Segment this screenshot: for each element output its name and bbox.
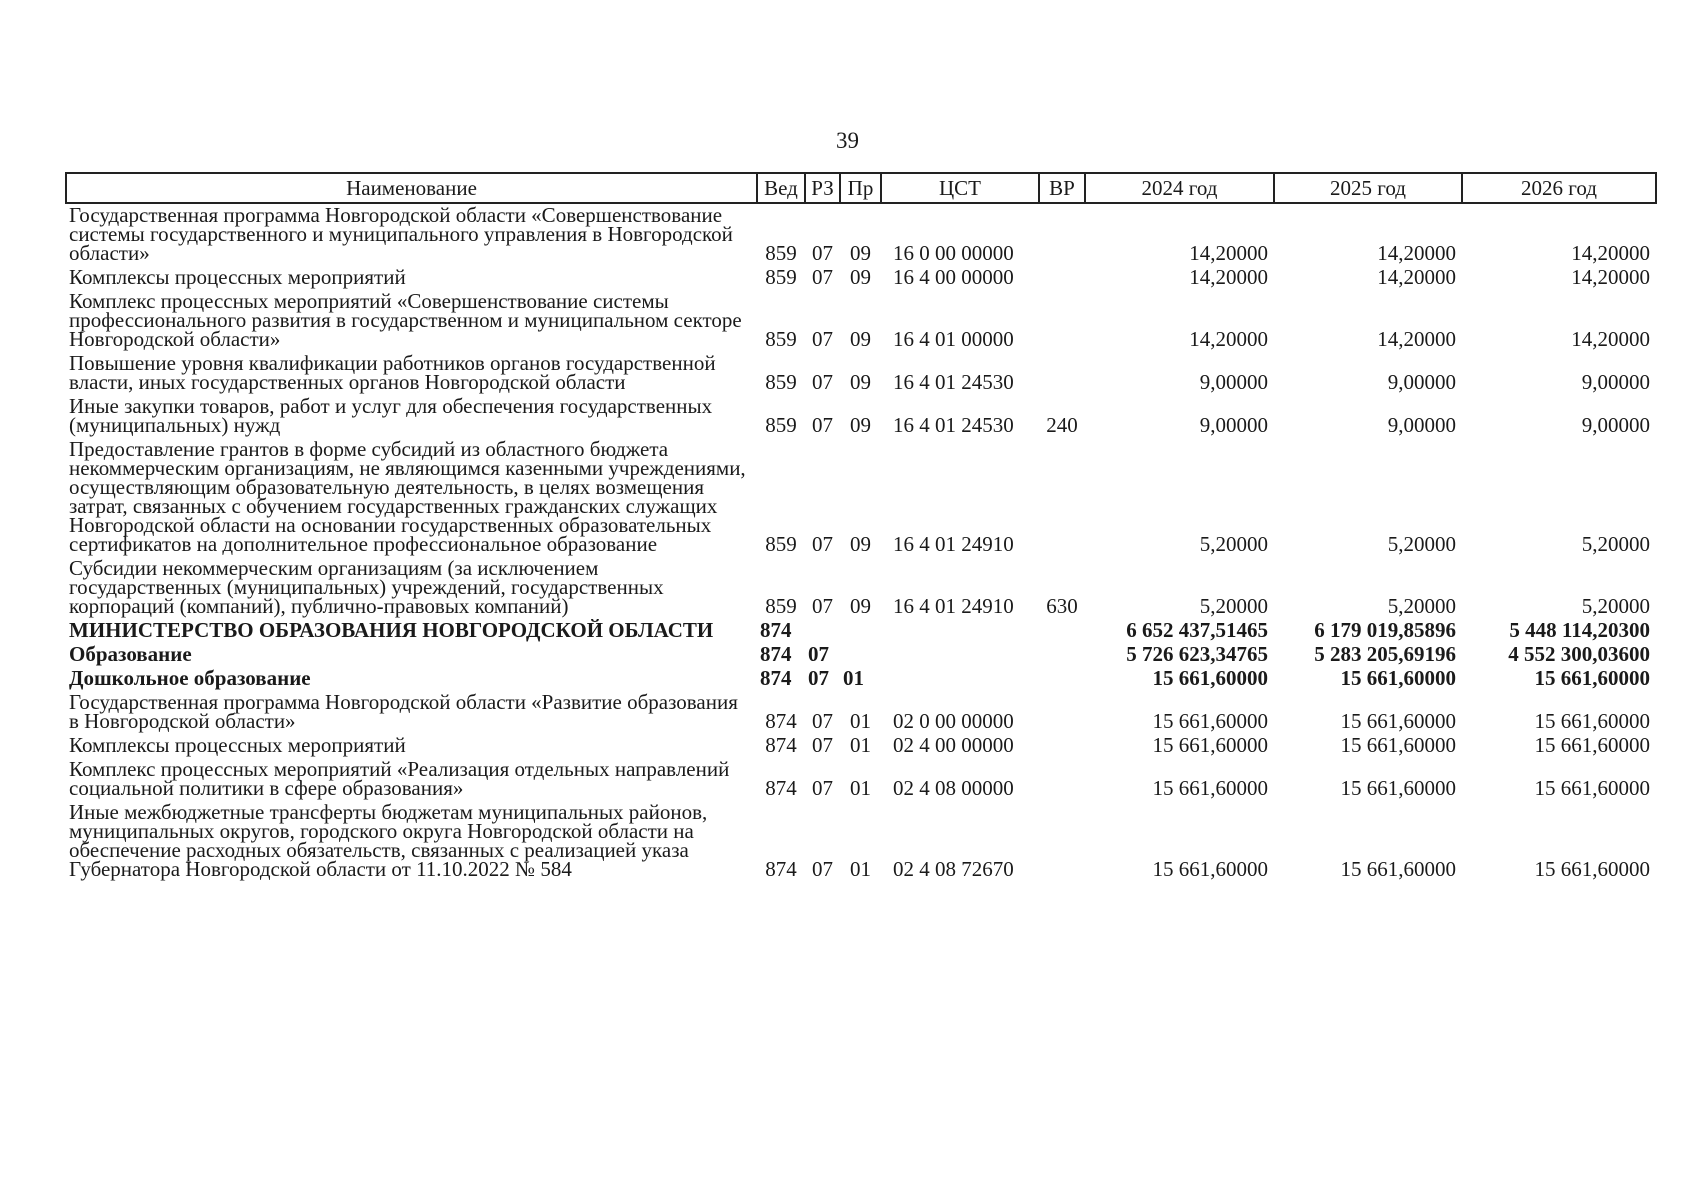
cell-ved: 859 — [765, 327, 797, 351]
cell-2024: 15 661,60000 — [1152, 709, 1268, 733]
cell-cst: 16 4 01 24910 — [893, 594, 1014, 618]
cell-rz: 07 — [808, 666, 829, 690]
cell-2024: 14,20000 — [1189, 241, 1268, 265]
header-pr: Пр — [840, 173, 881, 203]
cell-2025: 6 179 019,85896 — [1314, 618, 1456, 642]
cell-name: Комплекс процессных мероприятий «Реализация отдельных направлений социальной политики в сфере образования» — [69, 757, 730, 800]
cell-rz: 07 — [812, 327, 833, 351]
cell-pr — [840, 643, 881, 667]
cell-pr: 01 — [850, 733, 871, 757]
cell-2026: 14,20000 — [1571, 241, 1650, 265]
cell-2026: 15 661,60000 — [1534, 857, 1650, 881]
cell-name: Государственная программа Новгородской области «Совершенствование системы государственного и муниципального управления в Новгородской области» — [69, 203, 733, 265]
cell-pr: 01 — [850, 776, 871, 800]
cell-vr — [1039, 619, 1085, 643]
table-row — [66, 734, 1656, 758]
cell-2025: 5 283 205,69196 — [1314, 642, 1456, 666]
cell-2026: 15 661,60000 — [1534, 709, 1650, 733]
cell-name: Комплекс процессных мероприятий «Совершенствование системы профессионального развития в государственном и муниципальном секторе Новгородской области» — [69, 289, 742, 351]
cell-2026: 4 552 300,03600 — [1508, 642, 1650, 666]
table-row — [66, 557, 1656, 619]
cell-vr: 630 — [1046, 594, 1078, 618]
cell-2025: 15 661,60000 — [1340, 709, 1456, 733]
header-vr: ВР — [1039, 173, 1085, 203]
cell-ved: 859 — [765, 370, 797, 394]
table-row — [66, 619, 1656, 643]
cell-2024: 5,20000 — [1199, 594, 1268, 618]
cell-vr — [1039, 691, 1085, 734]
table-row — [66, 290, 1656, 352]
cell-2024: 5,20000 — [1199, 532, 1268, 556]
cell-pr: 09 — [850, 370, 871, 394]
cell-vr: 240 — [1046, 413, 1078, 437]
table-row — [66, 438, 1656, 557]
cell-2026: 15 661,60000 — [1534, 776, 1650, 800]
cell-rz: 07 — [808, 642, 829, 666]
header-year-2025: 2025 год — [1274, 173, 1462, 203]
cell-rz: 07 — [812, 532, 833, 556]
header-rz: РЗ — [805, 173, 840, 203]
header-cst: ЦСТ — [881, 173, 1039, 203]
cell-2026: 9,00000 — [1581, 413, 1650, 437]
table-row — [66, 667, 1656, 691]
cell-2025: 15 661,60000 — [1340, 733, 1456, 757]
cell-cst: 02 4 08 00000 — [893, 776, 1014, 800]
cell-name: Комплексы процессных мероприятий — [69, 265, 406, 289]
cell-ved: 874 — [760, 666, 792, 690]
cell-vr — [1039, 643, 1085, 667]
cell-rz: 07 — [812, 709, 833, 733]
cell-vr — [1039, 352, 1085, 395]
cell-2025: 9,00000 — [1387, 413, 1456, 437]
cell-2024: 15 661,60000 — [1152, 857, 1268, 881]
cell-2024: 15 661,60000 — [1152, 666, 1268, 690]
cell-pr: 09 — [850, 532, 871, 556]
cell-name: Комплексы процессных мероприятий — [69, 733, 406, 757]
cell-cst — [881, 667, 1039, 691]
header-ved: Вед — [757, 173, 805, 203]
cell-2025: 15 661,60000 — [1340, 776, 1456, 800]
cell-2024: 9,00000 — [1199, 370, 1268, 394]
cell-2026: 9,00000 — [1581, 370, 1650, 394]
table-row — [66, 758, 1656, 801]
table-row — [66, 801, 1656, 882]
cell-2025: 14,20000 — [1377, 241, 1456, 265]
page-number: 39 — [836, 128, 859, 153]
cell-ved: 874 — [765, 857, 797, 881]
cell-cst: 02 4 00 00000 — [893, 733, 1014, 757]
budget-table — [65, 172, 1657, 882]
cell-2025: 9,00000 — [1387, 370, 1456, 394]
cell-2025: 14,20000 — [1377, 265, 1456, 289]
cell-name: Дошкольное образование — [69, 666, 311, 690]
cell-2026: 14,20000 — [1571, 327, 1650, 351]
table-row — [66, 352, 1656, 395]
cell-2024: 14,20000 — [1189, 265, 1268, 289]
cell-rz: 07 — [812, 241, 833, 265]
cell-rz: 07 — [812, 733, 833, 757]
cell-ved: 859 — [765, 265, 797, 289]
cell-name: МИНИСТЕРСТВО ОБРАЗОВАНИЯ НОВГОРОДСКОЙ ОБЛАСТИ — [69, 618, 714, 642]
cell-cst — [881, 619, 1039, 643]
cell-2026: 5,20000 — [1581, 532, 1650, 556]
cell-ved: 859 — [765, 241, 797, 265]
cell-rz: 07 — [812, 370, 833, 394]
cell-2026: 14,20000 — [1571, 265, 1650, 289]
cell-2026: 15 661,60000 — [1534, 733, 1650, 757]
cell-2024: 5 726 623,34765 — [1126, 642, 1268, 666]
cell-ved: 874 — [760, 642, 792, 666]
cell-cst: 16 0 00 00000 — [893, 241, 1014, 265]
cell-cst: 16 4 01 24910 — [893, 532, 1014, 556]
cell-rz — [805, 619, 840, 643]
cell-pr: 09 — [850, 241, 871, 265]
cell-pr: 01 — [843, 666, 864, 690]
cell-name: Иные закупки товаров, работ и услуг для обеспечения государственных (муниципальных) нужд — [69, 394, 713, 437]
table-row — [66, 395, 1656, 438]
cell-2025: 5,20000 — [1387, 532, 1456, 556]
cell-vr — [1039, 801, 1085, 882]
cell-ved: 859 — [765, 594, 797, 618]
cell-2024: 15 661,60000 — [1152, 733, 1268, 757]
table-row — [66, 266, 1656, 290]
table-body — [66, 203, 1656, 882]
cell-2024: 15 661,60000 — [1152, 776, 1268, 800]
cell-cst: 16 4 01 24530 — [893, 413, 1014, 437]
cell-pr: 09 — [850, 327, 871, 351]
cell-name: Повышение уровня квалификации работников органов государственной власти, иных государственных органов Новгородской области — [69, 351, 716, 394]
header-year-2024: 2024 год — [1085, 173, 1274, 203]
cell-rz: 07 — [812, 594, 833, 618]
cell-pr: 01 — [850, 857, 871, 881]
cell-pr: 09 — [850, 413, 871, 437]
header-year-2026: 2026 год — [1462, 173, 1656, 203]
cell-rz: 07 — [812, 413, 833, 437]
cell-2025: 5,20000 — [1387, 594, 1456, 618]
cell-rz: 07 — [812, 776, 833, 800]
cell-2024: 14,20000 — [1189, 327, 1268, 351]
table-row — [66, 203, 1656, 266]
cell-2026: 15 661,60000 — [1534, 666, 1650, 690]
cell-2026: 5 448 114,20300 — [1509, 618, 1650, 642]
cell-pr: 01 — [850, 709, 871, 733]
cell-cst — [881, 643, 1039, 667]
cell-pr: 09 — [850, 265, 871, 289]
cell-name: Образование — [69, 642, 192, 666]
table-row — [66, 691, 1656, 734]
table-row — [66, 643, 1656, 667]
cell-name: Государственная программа Новгородской области «Развитие образования в Новгородской области» — [69, 690, 738, 733]
cell-pr: 09 — [850, 594, 871, 618]
cell-2025: 15 661,60000 — [1340, 857, 1456, 881]
cell-pr — [840, 619, 881, 643]
cell-name: Субсидии некоммерческим организациям (за исключением государственных (муниципальных) учреждений, государственных корпораций (компаний), публично-правовых компаний) — [69, 556, 664, 618]
cell-ved: 874 — [765, 776, 797, 800]
cell-2024: 6 652 437,51465 — [1126, 618, 1268, 642]
table-header-row — [66, 173, 1656, 203]
cell-ved: 874 — [765, 709, 797, 733]
cell-vr — [1039, 203, 1085, 266]
cell-2025: 14,20000 — [1377, 327, 1456, 351]
cell-vr — [1039, 290, 1085, 352]
cell-vr — [1039, 758, 1085, 801]
cell-vr — [1039, 266, 1085, 290]
cell-rz: 07 — [812, 857, 833, 881]
cell-name: Иные межбюджетные трансферты бюджетам муниципальных районов, муниципальных округов, городского округа Новгородской области на обеспечение расходных обязательств, связанных с реализацией указа Губернатора Новгородской области от 11.10.2022 № 584 — [69, 800, 708, 881]
cell-rz: 07 — [812, 265, 833, 289]
cell-cst: 02 4 08 72670 — [893, 857, 1014, 881]
cell-2024: 9,00000 — [1199, 413, 1268, 437]
cell-2025: 15 661,60000 — [1340, 666, 1456, 690]
cell-cst: 16 4 01 00000 — [893, 327, 1014, 351]
cell-vr — [1039, 667, 1085, 691]
cell-cst: 16 4 01 24530 — [893, 370, 1014, 394]
cell-2026: 5,20000 — [1581, 594, 1650, 618]
cell-vr — [1039, 734, 1085, 758]
cell-ved: 859 — [765, 413, 797, 437]
cell-ved: 874 — [760, 618, 792, 642]
cell-vr — [1039, 438, 1085, 557]
cell-cst: 02 0 00 00000 — [893, 709, 1014, 733]
cell-cst: 16 4 00 00000 — [893, 265, 1014, 289]
header-name: Наименование — [66, 173, 757, 203]
cell-ved: 859 — [765, 532, 797, 556]
cell-ved: 874 — [765, 733, 797, 757]
cell-name: Предоставление грантов в форме субсидий из областного бюджета некоммерческим организациям, не являющимся казенными учреждениями, осуществляющим образовательную деятельность, в целях возмещения затрат, связанных с обучением государственных гражданских служащих Новгородской области на основании государственных образовательных сертификатов на дополнительное профессиональное образование — [69, 437, 746, 556]
